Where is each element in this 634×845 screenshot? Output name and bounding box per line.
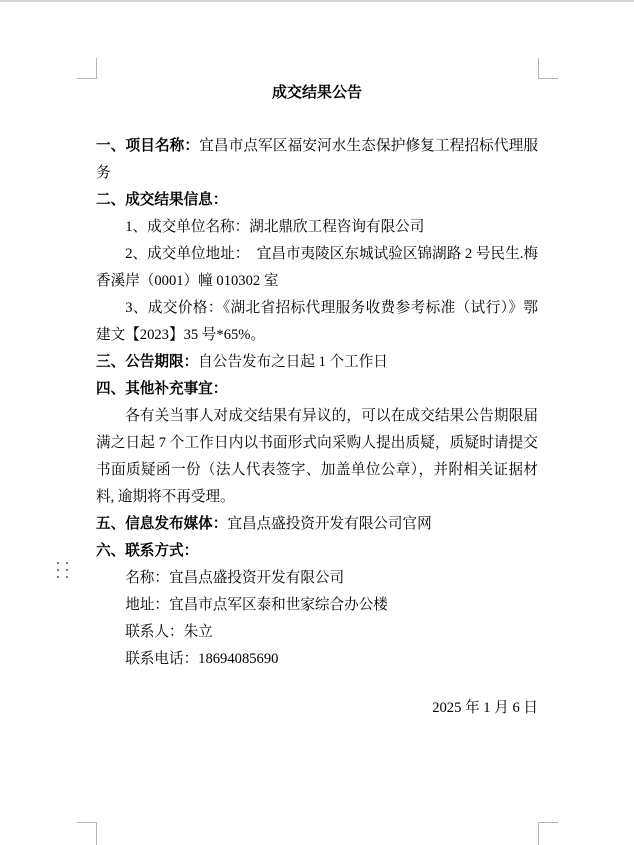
section-label: 六、联系方式：	[96, 543, 199, 559]
handle-dot	[57, 569, 59, 571]
handle-dot	[66, 562, 68, 564]
document-title: 成交结果公告	[271, 85, 362, 101]
page-top-edge-rule	[0, 0, 634, 2]
section-label: 二、成交结果信息：	[96, 192, 228, 208]
handle-dot	[66, 576, 68, 578]
para-contact-name	[96, 565, 538, 592]
margin-corner-bottom-left-mark	[77, 822, 97, 845]
para-contact-address	[96, 592, 538, 619]
para-result-info-heading	[96, 187, 538, 214]
section-text: 联系人：朱立	[125, 624, 213, 640]
para-contact-phone	[96, 646, 538, 673]
section-text: 宜昌市点军区福安河水生态保护修复工程招标代理服务	[96, 138, 538, 181]
section-label: 三、公告期限：	[96, 354, 199, 370]
margin-corner-top-right-mark	[538, 58, 558, 79]
section-label: 一、项目名称：	[96, 138, 200, 154]
document-date: 2025 年 1 月 6 日	[432, 700, 538, 716]
handle-dot	[57, 576, 59, 578]
section-text: 2、成交单位地址： 宜昌市夷陵区东城试验区锦湖路 2 号民生.梅香溪岸（0001）幢 010302 室	[96, 246, 538, 289]
para-other-matters-heading	[96, 376, 538, 403]
para-publish-media	[96, 511, 538, 538]
section-text: 1、成交单位名称：湖北鼎欣工程咨询有限公司	[125, 219, 425, 235]
section-text: 自公告发布之日起 1 个工作日	[198, 354, 388, 370]
section-text: 各有关当事人对成交结果有异议的，可以在成交结果公告期限届满之日起 7 个工作日内以书面形式向采购人提出质疑，质疑时请提交书面质疑函一份（法人代表签字、加盖单位公章），并附相关证据材料, 逾期将不再受理。	[96, 408, 538, 505]
section-label: 四、其他补充事宜：	[96, 381, 228, 397]
para-objection-instructions	[96, 403, 538, 511]
section-text: 名称：宜昌点盛投资开发有限公司	[125, 570, 345, 586]
para-contact-heading	[96, 538, 538, 565]
para-contact-person	[96, 619, 538, 646]
para-winner-name	[96, 214, 538, 241]
margin-corner-top-left-mark	[77, 58, 97, 79]
section-text: 宜昌点盛投资开发有限公司官网	[227, 516, 432, 532]
section-text: 3、成交价格：《湖北省招标代理服务收费参考标准（试行）》鄂建文【2023】35 号*65%。	[96, 300, 538, 343]
document-body	[96, 80, 538, 722]
handle-dot	[66, 569, 68, 571]
drag-handle-icon[interactable]	[57, 562, 68, 578]
para-winner-address	[96, 241, 538, 295]
section-text: 联系电话：18694085690	[125, 651, 279, 667]
handle-dot	[57, 562, 59, 564]
para-announcement-period	[96, 349, 538, 376]
para-project-name	[96, 133, 538, 187]
margin-corner-bottom-right-mark	[538, 822, 558, 845]
section-text: 地址：宜昌市点军区泰和世家综合办公楼	[125, 597, 388, 613]
section-label: 五、信息发布媒体：	[96, 516, 228, 532]
para-price	[96, 295, 538, 349]
